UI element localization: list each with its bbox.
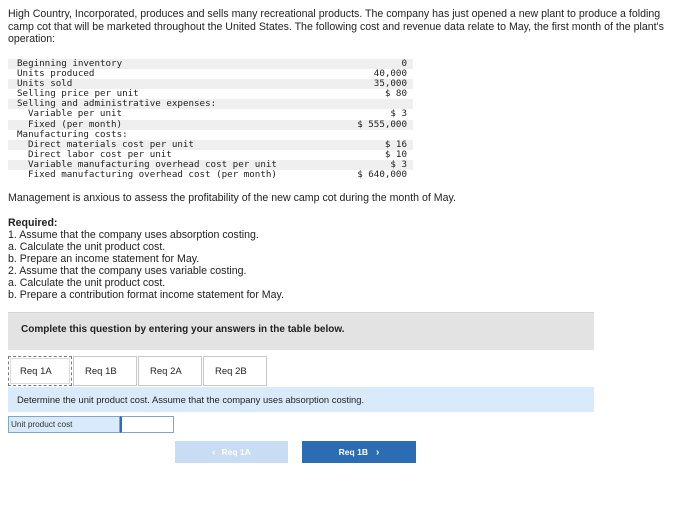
row-label: Variable per unit [28,108,123,120]
required-item: a. Calculate the unit product cost. [8,241,166,253]
row-value: $ 3 [390,108,407,120]
row-value: 40,000 [373,68,407,80]
row-value: $ 16 [384,138,407,150]
row-value: $ 10 [384,148,407,160]
row-value [407,130,413,140]
required-heading: Required: [8,217,58,229]
management-text: Management is anxious to assess the profitability of the new camp cot during the month of May. [8,192,456,204]
complete-prompt: Complete this question by entering your answers in the table below. [21,324,345,335]
tab-req-2b[interactable]: Req 2B [203,356,267,386]
row-label: Beginning inventory [17,58,123,69]
row-value: 35,000 [373,78,407,90]
chevron-right-icon: › [375,446,380,458]
row-value: $ 555,000 [357,118,407,130]
cost-data-table [8,59,413,180]
row-label: Selling price per unit [17,88,139,100]
row-label: Direct materials cost per unit [28,138,194,150]
required-item: b. Prepare an income statement for May. [8,253,200,265]
tab-req-2a[interactable]: Req 2A [138,356,202,386]
answer-table [8,416,174,433]
next-req-button[interactable] [302,441,416,463]
row-label: Direct labor cost per unit [28,148,172,160]
prev-req-button[interactable] [175,441,288,463]
instruction-text: Determine the unit product cost. Assume that the company uses absorption costing. [17,394,365,405]
tab-req-1b[interactable]: Req 1B [73,356,137,386]
instruction-bar [8,387,594,412]
unit-product-cost-label: Unit product cost [8,416,120,433]
row-value [407,99,413,109]
row-label: Fixed (per month) [28,118,123,130]
table-row [8,170,413,180]
row-label: Selling and administrative expenses: [17,98,217,110]
row-value: 0 [401,58,407,69]
requirement-tabs [8,356,268,388]
chevron-left-icon: ‹ [212,446,216,458]
tab-req-1a[interactable]: Req 1A [8,356,72,386]
complete-prompt-bar [8,312,594,350]
problem-intro: High Country, Incorporated, produces and sells many recreational products. The company has just opened a new plant to produce a folding camp cot that will be marketed throughout the United States. The following cost and revenue data relate to May, the first month of the plant's operation: [8,8,664,45]
unit-product-cost-input[interactable] [120,416,174,433]
row-value: $ 3 [390,158,407,170]
row-value: $ 640,000 [357,169,407,181]
row-label: Units sold [17,78,73,90]
required-item: 2. Assume that the company uses variable costing. [8,265,247,277]
row-label: Manufacturing costs: [17,128,128,140]
row-label: Variable manufacturing overhead cost per unit [28,158,277,170]
required-item: 1. Assume that the company uses absorption costing. [8,229,259,241]
row-label: Units produced [17,68,95,80]
prev-req-label: Req 1A [221,447,251,457]
required-item: a. Calculate the unit product cost. [8,277,166,289]
row-value: $ 80 [384,88,407,100]
required-section [8,217,284,301]
required-item: b. Prepare a contribution format income statement for May. [8,289,284,301]
next-req-label: Req 1B [338,447,368,457]
row-label: Fixed manufacturing overhead cost (per month) [28,169,277,181]
